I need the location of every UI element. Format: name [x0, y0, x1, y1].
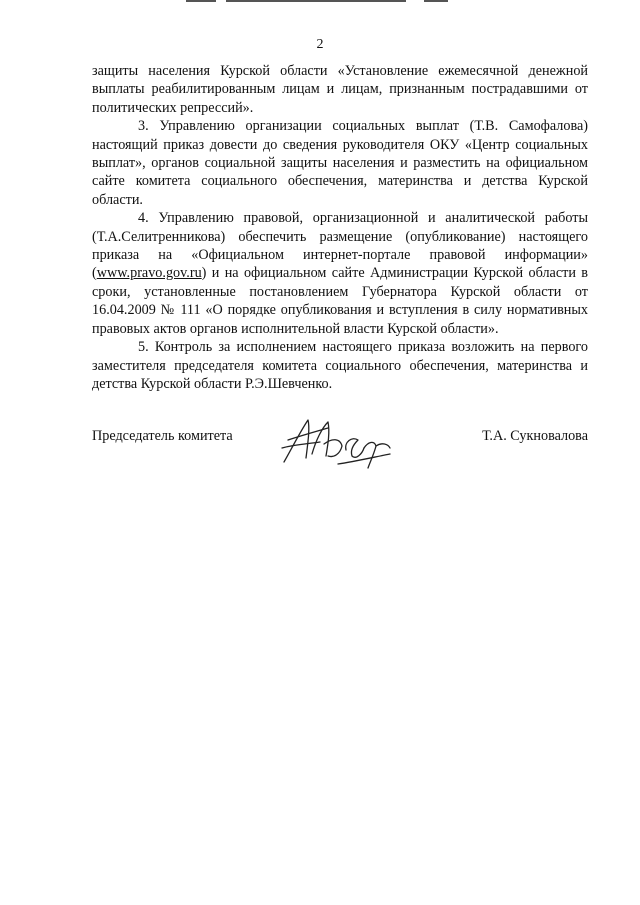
paragraph-continuation: защиты населения Курской области «Установление ежемесячной денежной выплаты реабилитированным лицам и лицам, признанным пострадавшими от политических репрессий». — [92, 63, 588, 116]
paragraph-item-4-text-after: ) и на официальном сайте Администрации Курской области в сроки, установленные постановлением Губернатора Курской области от 16.04.2009 № 111 «О порядке опубликования и вступления в силу нормативных правовых актов органов исполнительной власти Курской области». — [92, 265, 588, 337]
paragraph-item-4-text-before: 4. Управлению правовой, организационной и аналитической работы (Т.А.Селитренникова) обеспечить размещение (опубликование) настоящего приказа на «Официальном интернет-портале правовой информации» ( — [92, 210, 588, 282]
pravo-link[interactable]: www.pravo.gov.ru — [96, 265, 202, 282]
top-rule-right — [424, 0, 448, 2]
signatory-name: Т.А. Сукновалова — [482, 428, 588, 444]
document-body — [92, 62, 588, 393]
signatory-role: Председатель комитета — [92, 428, 233, 444]
paragraph-item-3: 3. Управлению организации социальных выплат (Т.В. Самофалова) настоящий приказ довести до сведения руководителя ОКУ «Центр социальных выплат», органов социальной защиты населения и разместить на официальном сайте комитета социального обеспечения, материнства и детства Курской области. — [92, 118, 588, 208]
top-rule-left — [186, 0, 216, 2]
page-number: 2 — [316, 37, 324, 52]
paragraph-item-5: 5. Контроль за исполнением настоящего приказа возложить на первого заместителя председателя комитета социального обеспечения, материнства и детства Курской области Р.Э.Шевченко. — [92, 339, 588, 392]
paragraph-item-4 — [92, 209, 588, 338]
handwritten-signature — [278, 414, 398, 470]
top-rule-middle — [226, 0, 406, 2]
signature-block — [92, 420, 588, 480]
